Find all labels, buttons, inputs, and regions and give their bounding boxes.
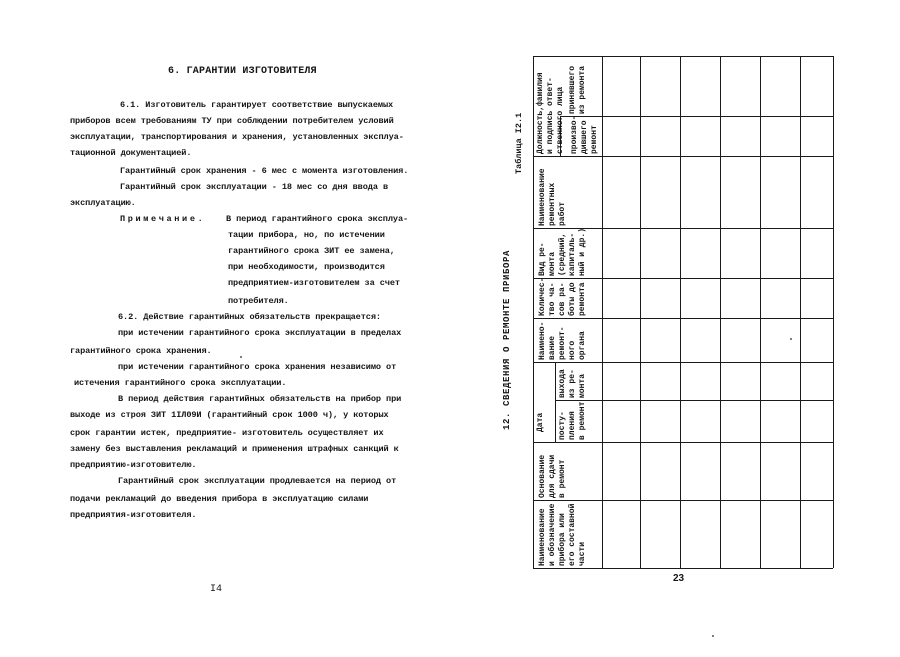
note-line: В период гарантийного срока эксплуа- — [226, 214, 409, 224]
section-title-repair: 12. СВЕДЕНИЯ О РЕМОНТЕ ПРИБОРА — [502, 249, 512, 430]
paragraph-line: предприятия-изготовителя. — [70, 510, 197, 520]
paragraph-line: Гарантийный срок эксплуатации - 18 мес со дня ввода в — [120, 182, 389, 192]
table-row-line — [533, 318, 833, 319]
paragraph-line: предприятию-изготовителю. — [70, 460, 197, 470]
column-header-work-name: Наименование ремонтных работ — [538, 168, 567, 226]
table-header-separator — [602, 56, 603, 568]
table-column-line — [720, 56, 721, 568]
table-row-line — [533, 568, 833, 569]
paragraph-line: эксплуатации, транспортирования и хранения, установленных эксплуа- — [70, 132, 404, 142]
table-row-line — [555, 400, 833, 401]
table-row-line — [533, 156, 833, 157]
column-header-item-name: Наименование и обозначение прибора или его составной части — [538, 503, 587, 566]
paragraph-line: В период действия гарантийных обязательств на прибор при — [118, 394, 402, 404]
paragraph-line: подачи рекламаций до введения прибора в эксплуатацию силами — [70, 494, 369, 504]
scan-speck — [712, 635, 714, 637]
table-row-line — [560, 116, 833, 117]
paragraph-line: Гарантийный срок хранения - 6 мес с момента изготовления. — [120, 166, 409, 176]
note-label: Примечание. — [120, 214, 206, 224]
paragraph-line: срок гарантии истек, предприятие- изготовитель осуществляет их — [70, 428, 384, 438]
column-header-repair-org: Наимено- вание ремонт- ного органа — [538, 321, 587, 360]
column-header-reason: Основание для сдачи в ремонт — [538, 454, 567, 498]
table-label: Таблица I2.1 — [514, 112, 524, 174]
note-line: тации прибора, но, по истечении — [228, 230, 385, 240]
section-heading-warranty: 6. ГАРАНТИИ ИЗГОТОВИТЕЛЯ — [168, 66, 317, 77]
paragraph-line: 6.1. Изготовитель гарантирует соответствие выпускаемых — [120, 100, 394, 110]
table-row-line — [533, 362, 833, 363]
note-line: предприятием-изготовителем за счет — [228, 278, 400, 288]
paragraph-line: 6.2. Действие гарантийных обязательств прекращается: — [118, 312, 381, 322]
paragraph-line: при истечении гарантийного срока хранения независимо от — [118, 362, 397, 372]
paragraph-line: приборов всем требованиям ТУ при соблюдении потребителем условий — [70, 116, 394, 126]
paragraph-line: выходе из строя ЗИТ 1IЛ09И (гарантийный срок 1000 ч), у которых — [70, 410, 389, 420]
column-header-date-received: посту- пления в ремонт — [558, 401, 587, 440]
paragraph-line: эксплуатацию. — [70, 198, 136, 208]
table-border-left — [533, 56, 534, 568]
paragraph-line: тационной документацией. — [70, 148, 192, 158]
note-line: гарантийного срока ЗИТ ее замена, — [228, 246, 395, 256]
table-column-line — [640, 56, 641, 568]
table-row-line — [533, 500, 833, 501]
paragraph-line: гарантийного срока хранения. — [70, 346, 212, 356]
column-header-performed: произво- дившего ремонт — [570, 115, 599, 154]
table-border-right — [833, 56, 834, 568]
paragraph-line: Гарантийный срок эксплуатации продлевается на период от — [118, 476, 397, 486]
column-header-date-out: выхода из ре- монта — [558, 369, 587, 398]
table-row-line — [533, 56, 833, 57]
column-header-responsible: Должность,фамилия и подпись ответ- ственного лица — [536, 72, 565, 154]
table-column-line — [760, 56, 761, 568]
date-group-separator — [555, 362, 556, 442]
note-line: потребителя. — [228, 296, 289, 306]
table-column-line — [800, 56, 801, 568]
table-row-line — [533, 442, 833, 443]
page-number: I4 — [210, 584, 223, 595]
column-header-accepted: принявшего из ремонта — [568, 65, 587, 114]
note-line: при необходимости, производится — [228, 262, 385, 272]
paragraph-line: истечения гарантийного срока эксплуатации. — [74, 378, 287, 388]
paragraph-line: замену без выставления рекламаций и применения штрафных санкций к — [70, 444, 399, 454]
column-header-hours: Количес- тво ча- сов ра- боты до ремонта — [538, 277, 587, 316]
scan-speck — [790, 338, 792, 340]
table-column-line — [680, 56, 681, 568]
page-number: 23 — [673, 573, 685, 584]
column-header-date: Дата — [536, 412, 545, 432]
column-header-repair-type: Вид ре- монта (средний, капиталь- ный и др.) — [538, 227, 587, 276]
scan-speck — [240, 356, 242, 358]
paragraph-line: при истечении гарантийного срока эксплуатации в пределах — [118, 328, 402, 338]
